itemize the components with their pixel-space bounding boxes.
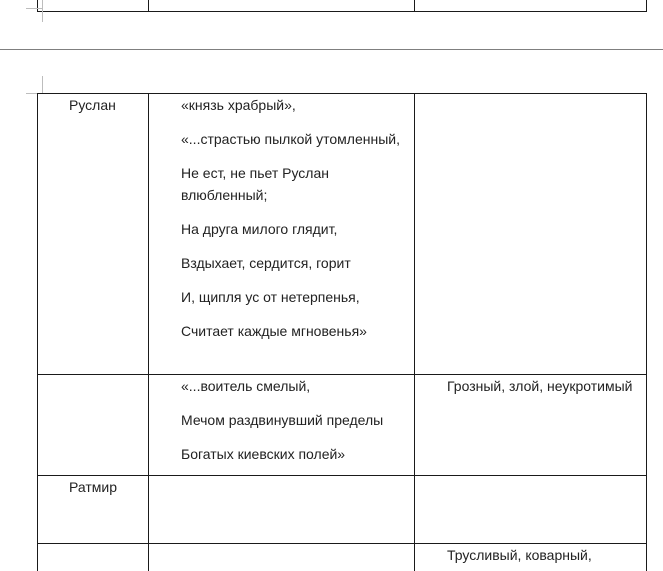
table-row <box>38 94 647 375</box>
table-row <box>38 476 647 544</box>
traits-text: Грозный, злой, неукротимый <box>447 378 633 394</box>
quote-cell <box>149 375 415 476</box>
traits-cell <box>415 94 647 375</box>
crop-mark <box>26 8 42 9</box>
crop-mark <box>42 76 43 94</box>
character-name: Руслан <box>69 97 116 113</box>
character-name-cell <box>38 375 149 476</box>
character-name: Ратмир <box>69 479 117 495</box>
quote-line: Считает каждые мгновенья» <box>181 323 367 339</box>
quote-cell <box>149 94 415 375</box>
table-cell <box>149 0 415 12</box>
previous-page-table-fragment <box>37 0 647 12</box>
quote-cell <box>149 544 415 571</box>
traits-cell <box>415 544 647 571</box>
quote-line: Мечом раздвинувший пределы <box>181 412 384 428</box>
quote-line: «князь храбрый», <box>181 97 296 113</box>
table-cell <box>415 0 647 12</box>
table-cell <box>38 0 149 12</box>
traits-text: Трусливый, коварный, <box>447 547 592 563</box>
quote-line: Не ест, не пьет Руслан влюбленный; <box>181 165 329 203</box>
crop-mark <box>42 0 43 22</box>
page-separator <box>0 49 663 50</box>
quote-line: Богатых киевских полей» <box>181 446 346 462</box>
quote-line: «...страстью пылкой утомленный, <box>181 131 400 147</box>
character-name-cell <box>38 476 149 544</box>
traits-cell <box>415 476 647 544</box>
character-name-cell <box>38 94 149 375</box>
quote-line: На друга милого глядит, <box>181 221 338 237</box>
table-row <box>38 544 647 571</box>
characters-table <box>37 93 647 571</box>
quote-cell <box>149 476 415 544</box>
quote-line: И, щипля ус от нетерпенья, <box>181 289 360 305</box>
quote-line: «...воитель смелый, <box>181 378 311 394</box>
traits-cell <box>415 375 647 476</box>
character-name-cell <box>38 544 149 571</box>
table-row <box>38 375 647 476</box>
quote-line: Вздыхает, сердится, горит <box>181 255 351 271</box>
